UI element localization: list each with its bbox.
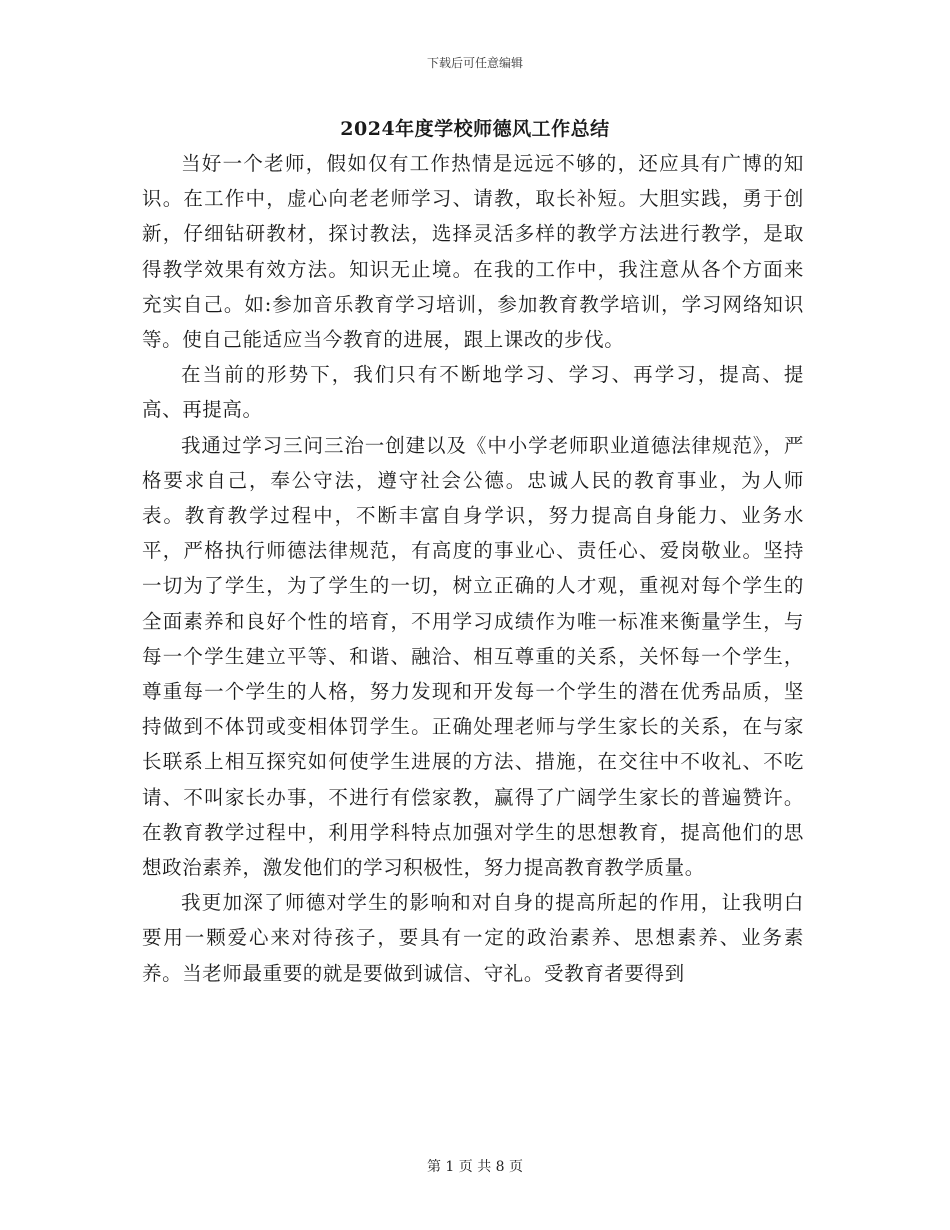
document-body	[142, 146, 804, 991]
paragraph: 我通过学习三问三治一创建以及《中小学老师职业道德法律规范》，严格要求自己，奉公守法，遵守社会公德。忠诚人民的教育事业，为人师表。教育教学过程中，不断丰富自身学识，努力提高自身能力、业务水平，严格执行师德法律规范，有高度的事业心、责任心、爱岗敬业。坚持一切为了学生，为了学生的一切，树立正确的人才观，重视对每个学生的全面素养和良好个性的培育，不用学习成绩作为唯一标准来衡量学生，与每一个学生建立平等、和谐、融洽、相互尊重的关系，关怀每一个学生，尊重每一个学生的人格，努力发现和开发每一个学生的潜在优秀品质，坚持做到不体罚或变相体罚学生。正确处理老师与学生家长的关系，在与家长联系上相互探究如何使学生进展的方法、措施，在交往中不收礼、不吃请、不叫家长办事，不进行有偿家教，赢得了广阔学生家长的普遍赞许。在教育教学过程中，利用学科特点加强对学生的思想教育，提高他们的思想政治素养，激发他们的学习积极性，努力提高教育教学质量。	[142, 433, 804, 880]
page-footer: 第 1 页 共 8 页	[426, 1159, 524, 1175]
paragraph: 我更加深了师德对学生的影响和对自身的提高所起的作用，让我明白要用一颗爱心来对待孩子，要具有一定的政治素养、思想素养、业务素养。当老师最重要的就是要做到诚信、守礼。受教育者要得到	[142, 891, 804, 985]
document-title: 2024年度学校师德风工作总结	[340, 118, 610, 140]
header-note: 下载后可任意编辑	[426, 56, 523, 70]
paragraph: 当好一个老师，假如仅有工作热情是远远不够的，还应具有广博的知识。在工作中，虚心向老老师学习、请教，取长补短。大胆实践，勇于创新，仔细钻研教材，探讨教法，选择灵活多样的教学方法进行教学，是取得教学效果有效方法。知识无止境。在我的工作中，我注意从各个方面来充实自己。如:参加音乐教育学习培训，参加教育教学培训，学习网络知识等。使自己能适应当今教育的进展，跟上课改的步伐。	[142, 152, 804, 352]
paragraph: 在当前的形势下，我们只有不断地学习、学习、再学习，提高、提高、再提高。	[142, 363, 804, 422]
